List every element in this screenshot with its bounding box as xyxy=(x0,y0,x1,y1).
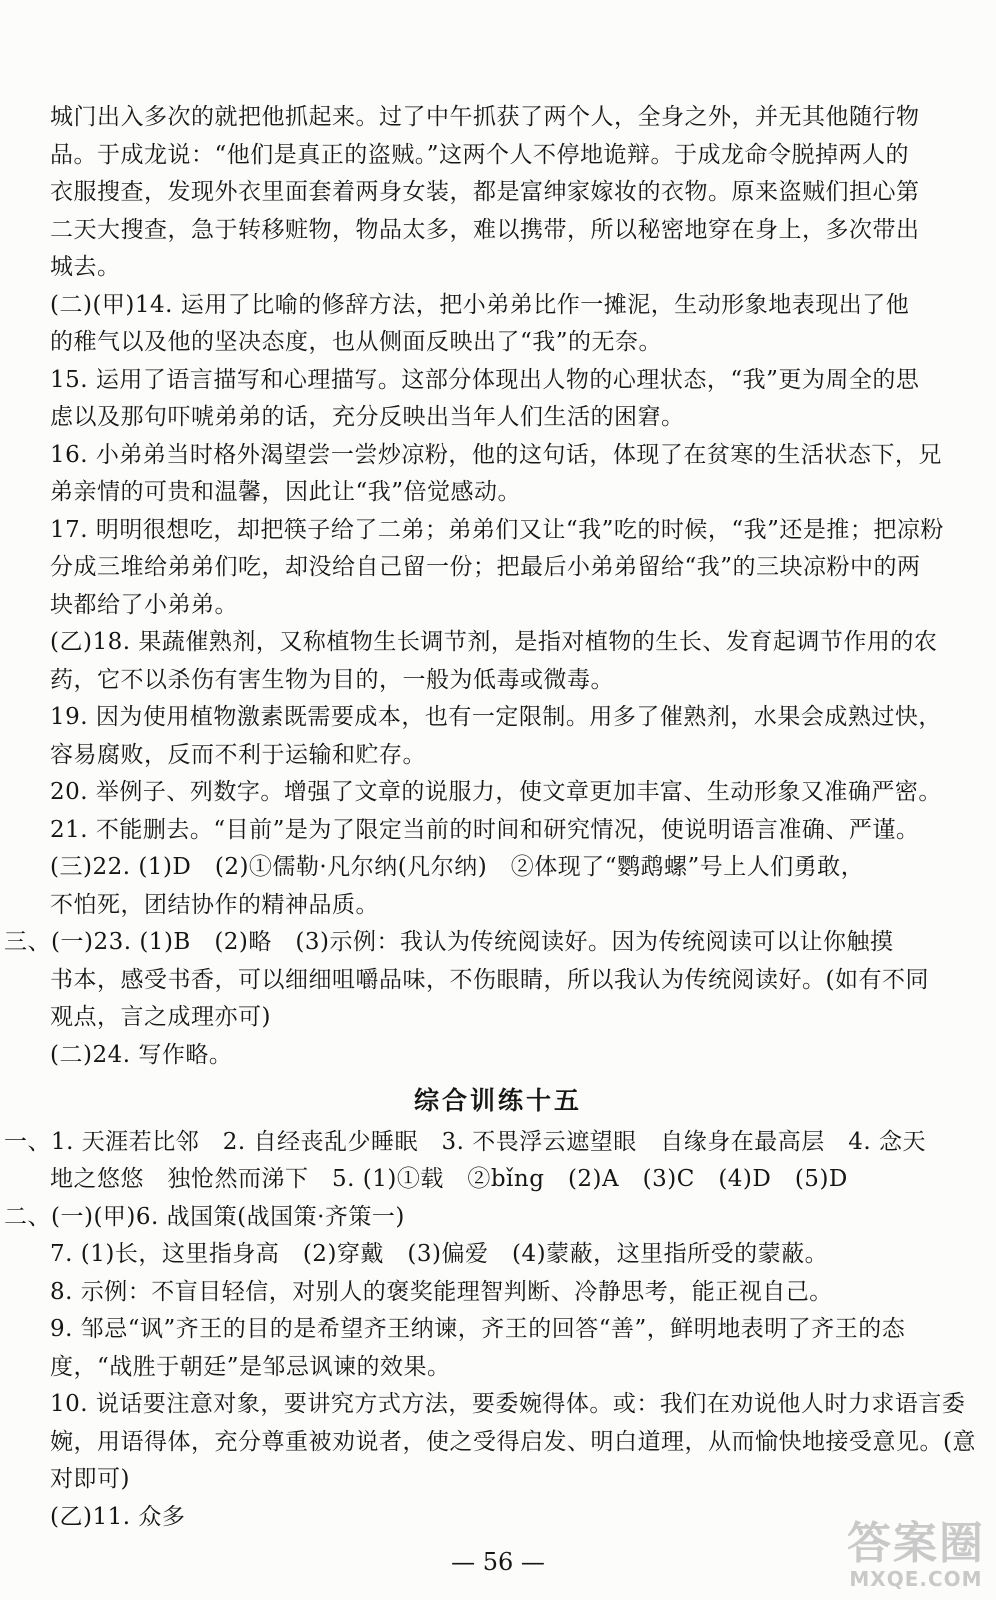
text-line: 对即可) xyxy=(50,1466,130,1492)
text-line: 8. 示例：不盲目轻信，对别人的褒奖能理智判断、冷静思考，能正视自己。 xyxy=(50,1278,833,1305)
text-line: (乙)11. 众多 xyxy=(50,1503,186,1530)
text-line: 观点，言之成理亦可) xyxy=(50,1004,271,1030)
section-title: 综合训练十五 xyxy=(413,1086,582,1115)
text-line: 弟亲情的可贵和温馨，因此让“我”倍觉感动。 xyxy=(50,479,522,505)
text-line: 虑以及那句吓唬弟弟的话，充分反映出当年人们生活的困窘。 xyxy=(50,404,685,430)
text-line: 块都给了小弟弟。 xyxy=(50,591,238,618)
text-line: (二)(甲)14. 运用了比喻的修辞方法，把小弟弟比作一摊泥，生动形象地表现出了他 xyxy=(50,291,910,318)
text-line: 城门出入多次的就把他抓起来。过了中午抓获了两个人，全身之外，并无其他随行物 xyxy=(50,104,920,130)
text-line: 分成三堆给弟弟们吃，却没给自己留一份；把最后小弟弟留给“我”的三块凉粉中的两 xyxy=(50,554,921,580)
page-number-alt: — 56 — xyxy=(451,1548,545,1576)
text-line: 度，“战胜于朝廷”是邹忌讽谏的效果。 xyxy=(50,1353,451,1380)
text-line: 书本，感受书香，可以细细咀嚼品味，不伤眼睛，所以我认为传统阅读好。(如有不同 xyxy=(50,966,929,993)
text-line: 21. 不能删去。“目前”是为了限定当前的时间和研究情况，使说明语言准确、严谨。 xyxy=(50,816,920,843)
text-line: 17. 明明很想吃，却把筷子给了二弟；弟弟们又让“我”吃的时候，“我”还是推；把凉粉 xyxy=(50,516,944,543)
text-line: 10. 说话要注意对象，要讲究方式方法，要委婉得体。或：我们在劝说他人时力求语言委 xyxy=(50,1391,966,1417)
watermark-logo xyxy=(846,1520,986,1592)
text-line: 容易腐败，反而不利于运输和贮存。 xyxy=(50,741,426,768)
text-line: 20. 举例子、列数字。增强了文章的说服力，使文章更加丰富、生动形象又准确严密。 xyxy=(50,779,942,805)
watermark-cn: 答案圈 xyxy=(847,1518,985,1569)
text-line: 16. 小弟弟当时格外渴望尝一尝炒凉粉，他的这句话，体现了在贫寒的生活状态下，兄 xyxy=(50,441,942,468)
text-line: 婉，用语得体，充分尊重被劝说者，使之受得启发、明白道理，从而愉快地接受意见。(意 xyxy=(50,1428,976,1455)
text-line: 城去。 xyxy=(50,254,121,280)
text-line: 19. 因为使用植物激素既需要成本，也有一定限制。用多了催熟剂，水果会成熟过快， xyxy=(50,704,942,730)
text-line: 一、1. 天涯若比邻 2. 自经丧乱少睡眠 3. 不畏浮云遮望眼 自缘身在最高层 4. 念天 xyxy=(4,1128,927,1155)
watermark-en: MXQE.COM xyxy=(849,1567,983,1591)
text-line: 品。于成龙说：“他们是真正的盗贼。”这两个人不停地诡辩。于成龙命令脱掉两人的 xyxy=(50,141,910,168)
text-line: (二)24. 写作略。 xyxy=(50,1041,233,1068)
text-line: 衣服搜查，发现外衣里面套着两身女装，都是富绅家嫁妆的衣物。原来盗贼们担心第 xyxy=(50,179,920,205)
text-line: 二天大搜查，急于转移赃物，物品太多，难以携带，所以秘密地穿在身上，多次带出 xyxy=(50,216,920,243)
text-line: 地之悠悠 独怆然而涕下 5. (1)①载 ②bǐng (2)A (3)C (4)D (5)D xyxy=(50,1166,848,1192)
text-line: 三、(一)23. (1)B (2)略 (3)示例：我认为传统阅读好。因为传统阅读可以让你触摸 xyxy=(4,929,894,955)
text-line: 的稚气以及他的坚决态度，也从侧面反映出了“我”的无奈。 xyxy=(50,329,663,355)
text-line: (乙)18. 果蔬催熟剂，又称植物生长调节剂，是指对植物的生长、发育起调节作用的农 xyxy=(50,629,938,655)
text-line: 药，它不以杀伤有害生物为目的，一般为低毒或微毒。 xyxy=(50,666,614,693)
text-line: (三)22. (1)D (2)①儒勒·凡尔纳(凡尔纳) ②体现了“鹦鹉螺”号上人们勇敢， xyxy=(50,854,865,880)
text-line: 二、(一)(甲)6. 战国策(战国策·齐策一) xyxy=(4,1203,405,1230)
text-line: 9. 邹忌“讽”齐王的目的是希望齐王纳谏，齐王的回答“善”，鲜明地表明了齐王的态 xyxy=(50,1316,906,1342)
text-line: 不怕死，团结协作的精神品质。 xyxy=(50,891,379,918)
text-line: 15. 运用了语言描写和心理描写。这部分体现出人物的心理状态，“我”更为周全的思 xyxy=(50,366,920,393)
text-line: 7. (1)长，这里指身高 (2)穿戴 (3)偏爱 (4)蒙蔽，这里指所受的蒙蔽。 xyxy=(50,1241,829,1267)
